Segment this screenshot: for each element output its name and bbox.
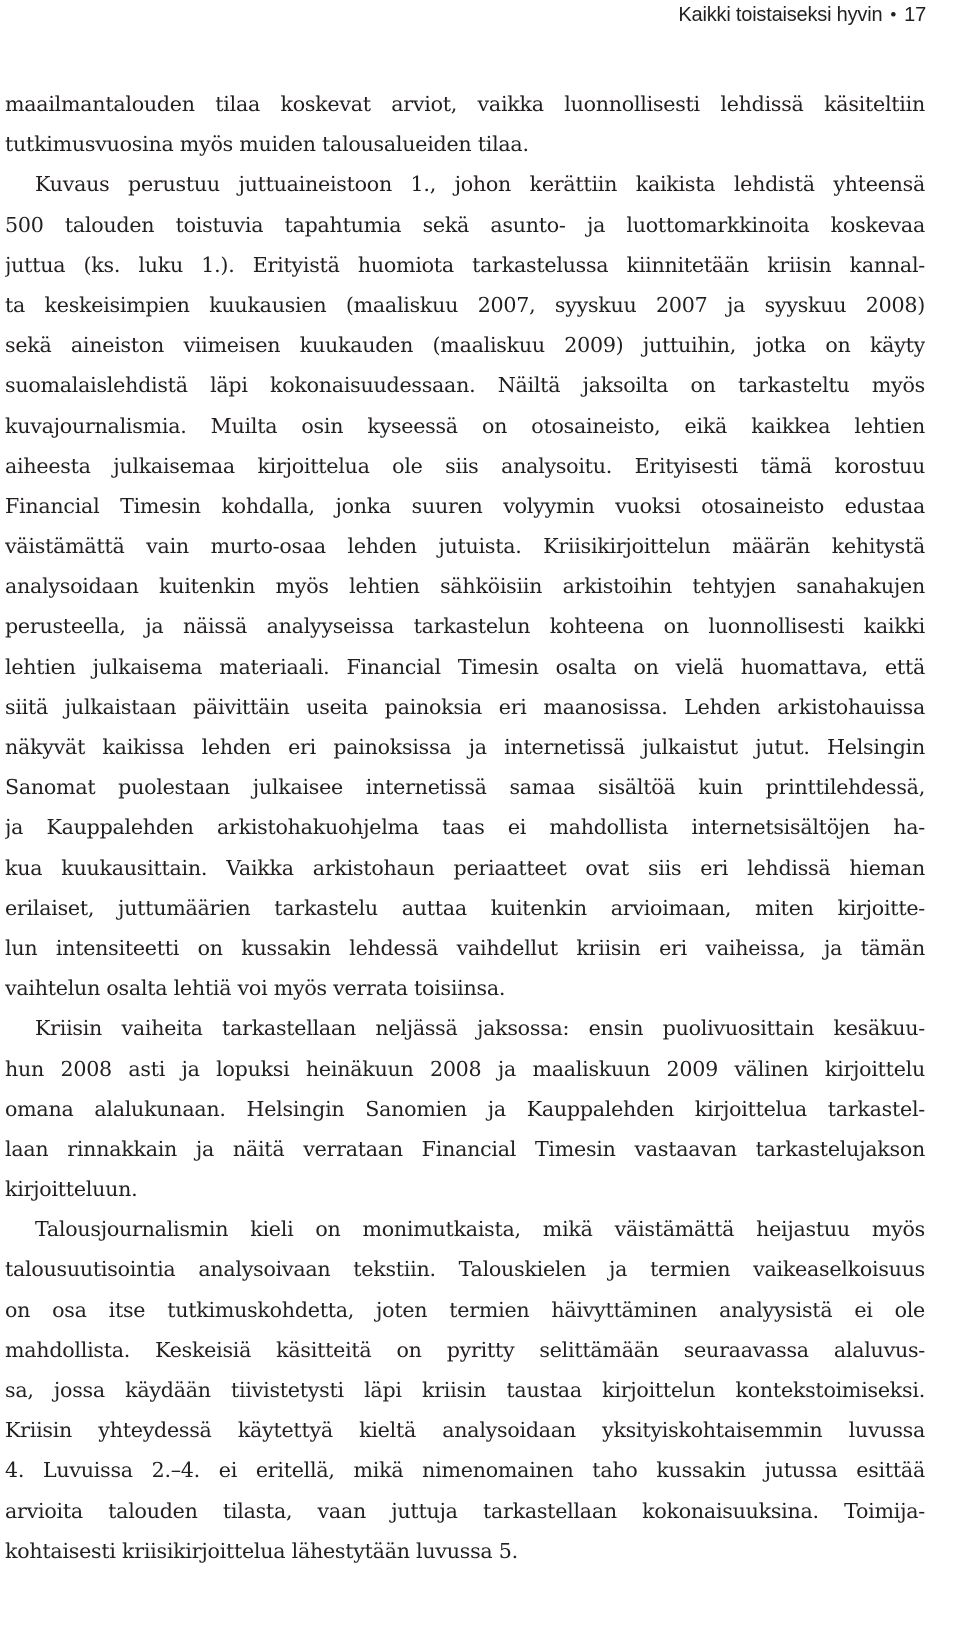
paragraph	[5, 84, 925, 164]
text-line: omana alalukunaan. Helsingin Sanomien ja Kauppalehden kirjoittelua tarkastel-	[5, 1096, 925, 1121]
text-line: perusteella, ja näissä analyyseissa tarkastelun kohteena on luonnollisesti kaikki	[5, 614, 925, 639]
text-line: arvioita talouden tilasta, vaan juttuja tarkastellaan kokonaisuuksina. Toimija-	[5, 1498, 925, 1523]
text-line: sekä aineiston viimeisen kuukauden (maaliskuu 2009) juttuihin, jotka on käyty	[5, 333, 925, 358]
body-text	[5, 84, 925, 1571]
text-line: kuvajournalismia. Muilta osin kyseessä on otosaineisto, eikä kaikkea lehtien	[5, 413, 925, 438]
text-line: Financial Timesin kohdalla, jonka suuren volyymin vuoksi otosaineisto edustaa	[5, 493, 925, 518]
running-head-title: Kaikki toistaiseksi hyvin	[678, 4, 883, 26]
text-line: 4. Luvuissa 2.–4. ei eritellä, mikä nimenomainen taho kussakin jutussa esittää	[5, 1458, 925, 1483]
running-head	[678, 4, 926, 27]
text-line: lun intensiteetti on kussakin lehdessä vaihdellut kriisin eri vaiheissa, ja tämän	[5, 935, 925, 960]
paragraph	[5, 1008, 925, 1209]
text-line: on osa itse tutkimuskohdetta, joten termien häivyttäminen analyysistä ei ole	[5, 1297, 925, 1322]
text-line: hun 2008 asti ja lopuksi heinäkuun 2008 ja maaliskuun 2009 välinen kirjoittelu	[5, 1056, 925, 1081]
text-line: Sanomat puolestaan julkaisee internetissä samaa sisältöä kuin printtilehdessä,	[5, 775, 925, 800]
text-line: suomalaislehdistä läpi kokonaisuudessaan. Näiltä jaksoilta on tarkasteltu myös	[5, 373, 925, 398]
text-line: juttua (ks. luku 1.). Erityistä huomiota tarkastelussa kiinnitetään kriisin kannal-	[5, 252, 925, 277]
text-line: analysoidaan kuitenkin myös lehtien sähköisiin arkistoihin tehtyjen sanahakujen	[5, 574, 925, 599]
text-line: aiheesta julkaisemaa kirjoittelua ole siis analysoitu. Erityisesti tämä korostuu	[5, 453, 925, 478]
text-line: lehtien julkaisema materiaali. Financial Timesin osalta on vielä huomattava, että	[5, 654, 925, 679]
text-line: maailmantalouden tilaa koskevat arviot, vaikka luonnollisesti lehdissä käsiteltiin	[5, 92, 925, 116]
text-line: Kuvaus perustuu juttuaineistoon 1., johon kerättiin kaikista lehdistä yhteensä	[35, 172, 925, 197]
text-line: kohtaisesti kriisikirjoittelua lähestytään luvussa 5.	[5, 1538, 518, 1563]
text-line: näkyvät kaikissa lehden eri painoksissa ja internetissä julkaistut jutut. Helsingin	[5, 735, 925, 759]
text-line: vaihtelun osalta lehtiä voi myös verrata toisiinsa.	[5, 976, 506, 1001]
text-line: 500 talouden toistuvia tapahtumia sekä asunto- ja luottomarkkinoita koskevaa	[5, 212, 925, 237]
bullet-icon: •	[890, 5, 897, 24]
text-line: tutkimusvuosina myös muiden talousalueiden tilaa.	[5, 132, 529, 157]
text-line: talousuutisointia analysoivaan tekstiin. Talouskielen ja termien vaikeaselkoisuus	[5, 1257, 925, 1282]
text-line: kua kuukausittain. Vaikka arkistohaun periaatteet ovat siis eri lehdissä hieman	[5, 855, 925, 880]
text-line: siitä julkaistaan päivittäin useita painoksia eri maanosissa. Lehden arkistohauissa	[5, 694, 925, 719]
text-line: Talousjournalismin kieli on monimutkaista, mikä väistämättä heijastuu myös	[35, 1217, 925, 1242]
text-line: erilaiset, juttumäärien tarkastelu auttaa kuitenkin arvioimaan, miten kirjoitte-	[5, 895, 925, 920]
paragraph	[5, 1209, 925, 1571]
text-line: sa, jossa käydään tiivistetysti läpi kriisin taustaa kirjoittelun kontekstoimiseksi.	[5, 1378, 925, 1402]
text-line: laan rinnakkain ja näitä verrataan Financial Timesin vastaavan tarkastelujakson	[5, 1136, 925, 1161]
text-line: Kriisin vaiheita tarkastellaan neljässä jaksossa: ensin puolivuosittain kesäkuu-	[35, 1016, 925, 1041]
text-line: mahdollista. Keskeisiä käsitteitä on pyritty selittämään seuraavassa alaluvus-	[5, 1337, 925, 1362]
page-number: 17	[904, 4, 926, 26]
text-line: ta keskeisimpien kuukausien (maaliskuu 2007, syyskuu 2007 ja syyskuu 2008)	[5, 292, 925, 317]
paragraph	[5, 164, 925, 1008]
text-line: väistämättä vain murto-osaa lehden jutuista. Kriisikirjoittelun määrän kehitystä	[5, 534, 925, 559]
text-line: kirjoitteluun.	[5, 1177, 138, 1202]
text-line: ja Kauppalehden arkistohakuohjelma taas ei mahdollista internetsisältöjen ha-	[5, 815, 925, 840]
text-line: Kriisin yhteydessä käytettyä kieltä analysoidaan yksityiskohtaisemmin luvussa	[5, 1418, 925, 1443]
